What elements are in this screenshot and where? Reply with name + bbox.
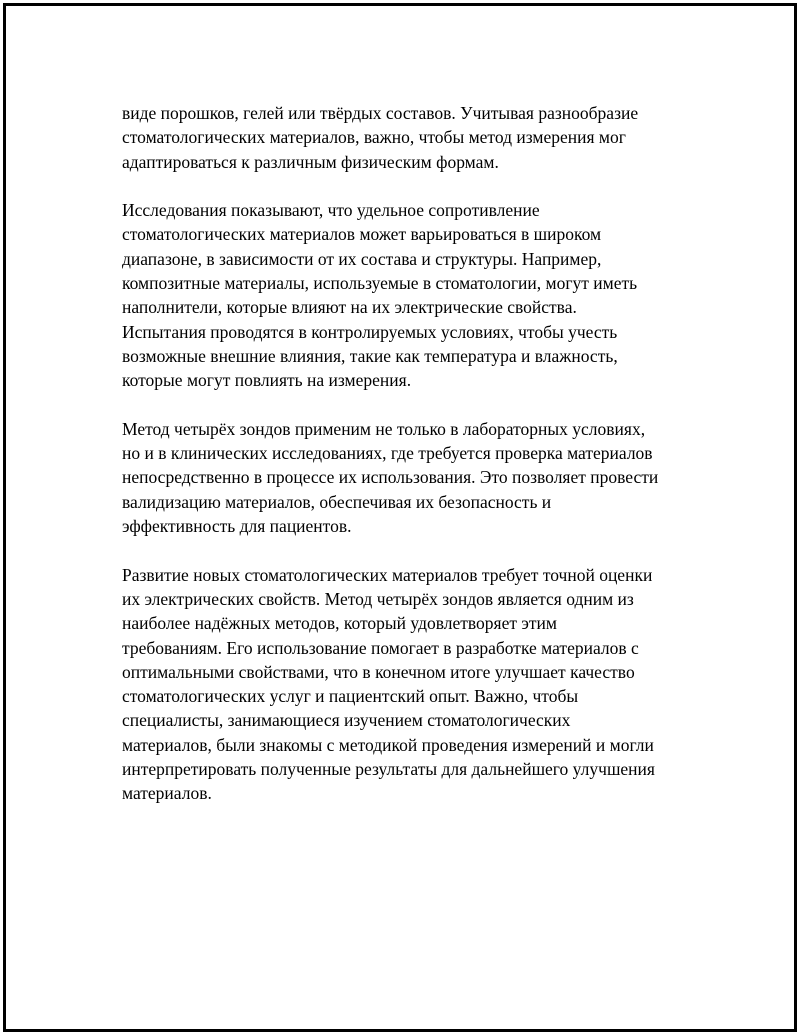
text-line: композитные материалы, используемые в стоматологии, могут иметь [122,273,638,294]
text-line: требованиям. Его использование помогает в разработке материалов с [122,637,639,658]
text-line: диапазоне, в зависимости от их состава и структуры. Например, [122,248,602,269]
text-line: валидизацию материалов, обеспечивая их безопасность и [122,491,552,512]
text-line: их электрических свойств. Метод четырёх зондов является одним из [122,588,634,609]
text-line: виде порошков, гелей или твёрдых составов. Учитывая разнообразие [122,103,639,123]
text-line: стоматологических материалов, важно, чтобы метод измерения мог [122,127,626,148]
text-line: Развитие новых стоматологических материалов требует точной оценки [122,564,653,585]
text-line: адаптироваться к различным физическим формам. [122,151,499,172]
text-line: специалисты, занимающиеся изучением стоматологических [122,710,571,731]
text-line: эффективность для пациентов. [122,516,352,537]
text-line: стоматологических услуг и пациентский опыт. Важно, чтобы [122,686,579,707]
text-line: Исследования показывают, что удельное сопротивление [122,200,540,221]
text-line: оптимальными свойствами, что в конечном итоге улучшает качество [122,661,635,682]
document-body [122,101,692,830]
text-line: материалов. [122,783,212,804]
text-line: Метод четырёх зондов применим не только в лабораторных условиях, [122,418,646,439]
paragraph-4 [122,563,692,806]
text-line: непосредственно в процессе их использования. Это позволяет провести [122,467,659,488]
paragraph-1 [122,101,692,174]
paragraph-3 [122,417,692,538]
document-page [3,3,797,1032]
text-line: наполнители, которые влияют на их электрические свойства. [122,297,577,318]
text-line: интерпретировать полученные результаты для дальнейшего улучшения [122,759,655,780]
text-line: материалов, были знакомы с методикой проведения измерений и могли [122,734,654,755]
text-line: возможные внешние влияния, такие как температура и влажность, [122,345,618,366]
text-line: наиболее надёжных методов, который удовлетворяет этим [122,613,557,634]
paragraph-2 [122,198,692,392]
text-line: которые могут повлиять на измерения. [122,370,412,391]
text-line: но и в клинических исследованиях, где требуется проверка материалов [122,443,653,464]
text-line: стоматологических материалов может варьироваться в широком [122,224,602,245]
text-line: Испытания проводятся в контролируемых условиях, чтобы учесть [122,321,618,342]
